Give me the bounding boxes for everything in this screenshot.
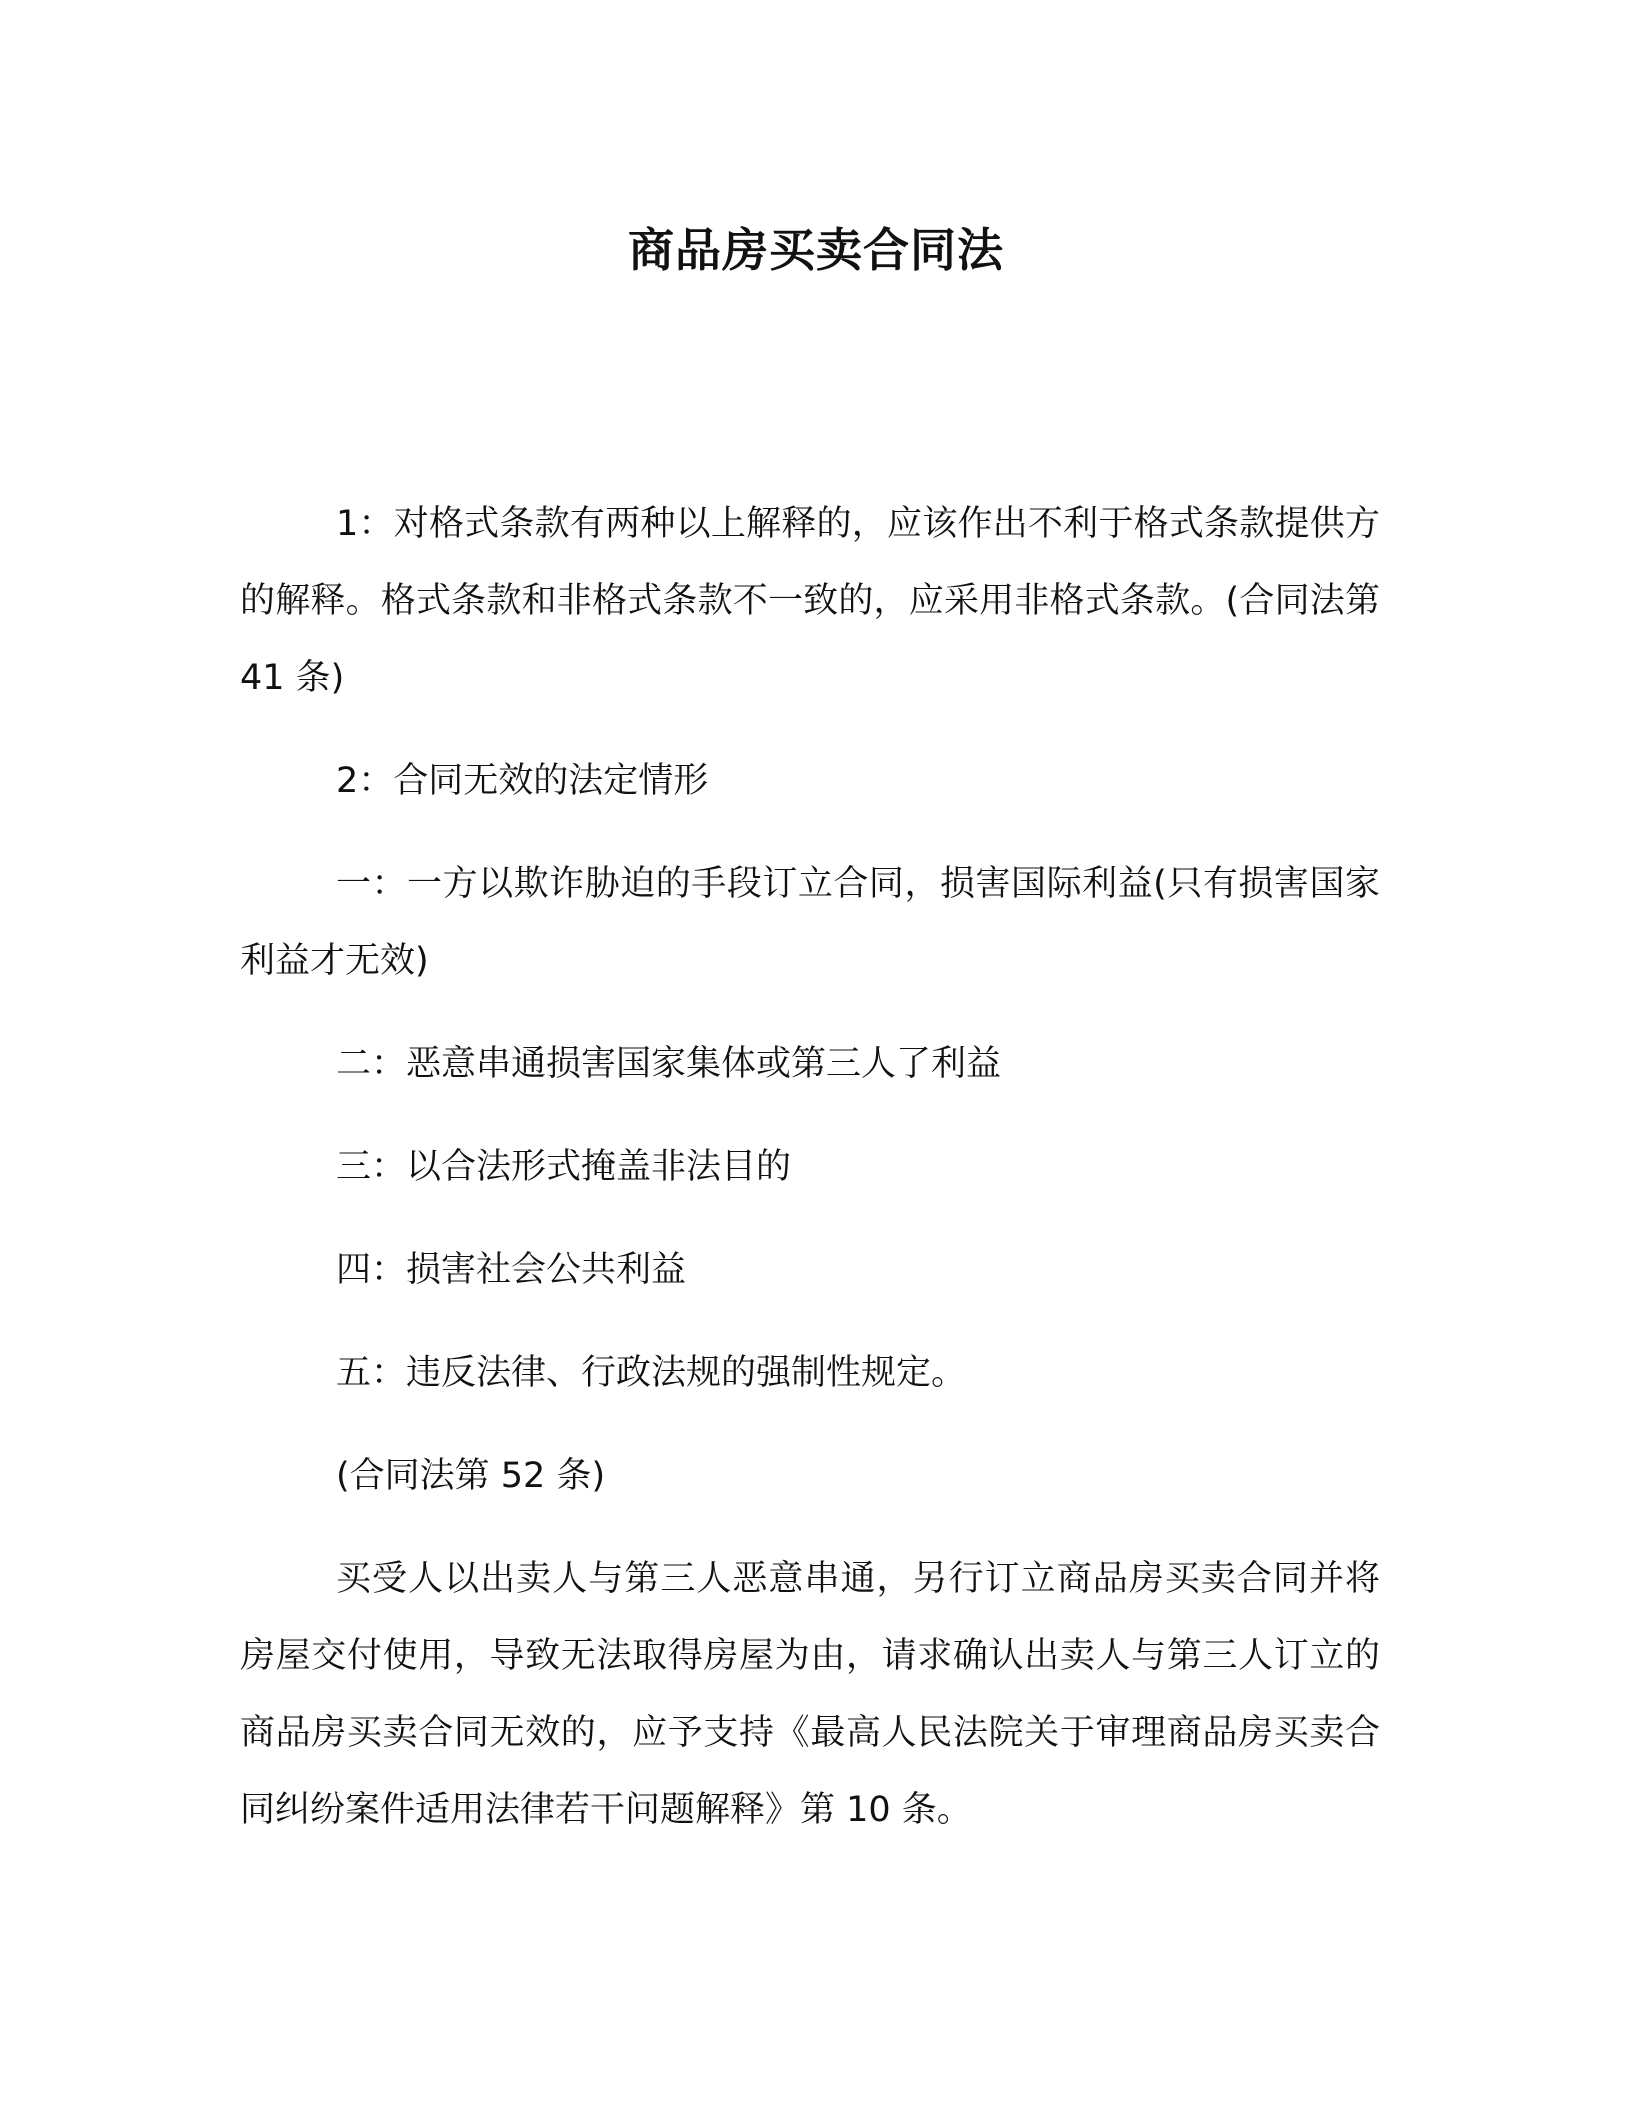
paragraph-article-52-citation: (合同法第 52 条)	[336, 1456, 606, 1496]
paragraph-case-five: 五：违反法律、行政法规的强制性规定。	[336, 1353, 967, 1393]
paragraph-interpretation-article-10: 买受人以出卖人与第三人恶意串通，另行订立商品房买卖合同并将房屋交付使用，导致无法取得房屋为由，请求确认出卖人与第三人订立的商品房买卖合同无效的，应予支持《最高人民法院关于审理商品房买卖合同纠纷案件适用法律若干问题解释》第 10 条。	[240, 1559, 1380, 1830]
paragraph-case-two: 二：恶意串通损害国家集体或第三人了利益	[336, 1044, 1002, 1084]
paragraph-case-one: 一：一方以欺诈胁迫的手段订立合同，损害国际利益(只有损害国家利益才无效)	[240, 864, 1380, 981]
paragraph-article-41: 1：对格式条款有两种以上解释的，应该作出不利于格式条款提供方的解释。格式条款和非格式条款不一致的，应采用非格式条款。(合同法第 41 条)	[240, 504, 1380, 698]
document-title: 商品房买卖合同法	[628, 223, 1004, 277]
paragraph-case-four: 四：损害社会公共利益	[336, 1250, 687, 1290]
paragraph-case-three: 三：以合法形式掩盖非法目的	[336, 1147, 792, 1187]
paragraph-invalid-contract-heading: 2：合同无效的法定情形	[336, 761, 709, 801]
document-body	[240, 486, 1380, 1875]
